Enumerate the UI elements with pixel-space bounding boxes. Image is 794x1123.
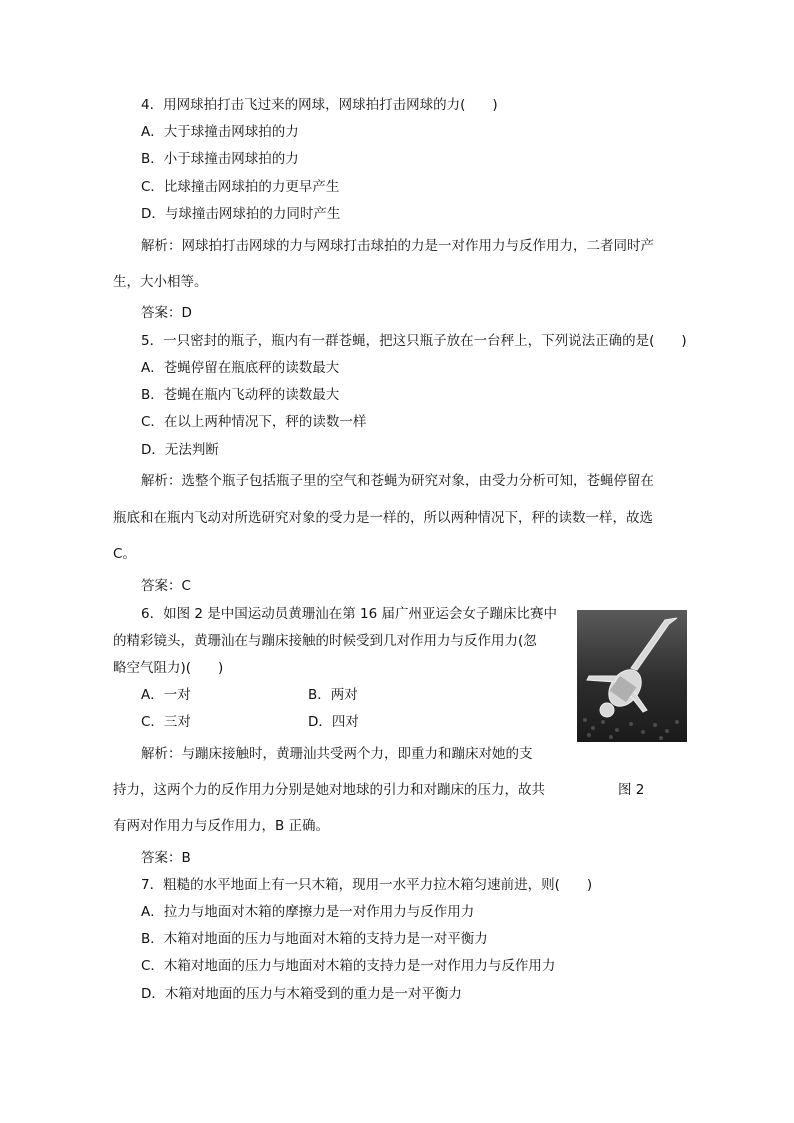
q6-option-c: C．三对	[141, 714, 191, 730]
q6-option-a: A．一对	[141, 687, 191, 703]
q5-answer: 答案：C	[141, 578, 191, 594]
q6-stem-line2: 的精彩镜头，黄珊汕在与蹦床接触的时候受到几对作用力与反作用力(忽	[113, 633, 537, 649]
q6-analysis-line2: 持力，这两个力的反作用力分别是她对地球的引力和对蹦床的压力，故共	[113, 782, 545, 798]
q6-answer: 答案：B	[141, 850, 191, 866]
q6-option-b: B．两对	[308, 687, 358, 703]
trampoline-photo	[577, 610, 687, 742]
q4-option-a: A．大于球撞击网球拍的力	[141, 124, 299, 140]
q7-option-a: A．拉力与地面对木箱的摩擦力是一对作用力与反作用力	[141, 904, 475, 920]
q5-analysis-line1: 解析：选整个瓶子包括瓶子里的空气和苍蝇为研究对象，由受力分析可知，苍蝇停留在	[141, 473, 654, 489]
q7-stem: 7．粗糙的水平地面上有一只木箱，现用一水平力拉木箱匀速前进，则( )	[141, 877, 593, 893]
q5-option-b: B．苍蝇在瓶内飞动秤的读数最大	[141, 387, 340, 403]
q5-stem: 5．一只密封的瓶子，瓶内有一群苍蝇，把这只瓶子放在一台秤上，下列说法正确的是( )	[141, 333, 687, 349]
q4-option-c: C．比球撞击网球拍的力更早产生	[141, 179, 340, 195]
q4-analysis-line2: 生，大小相等。	[113, 274, 208, 290]
q4-analysis-line1: 解析：网球拍打击网球的力与网球打击球拍的力是一对作用力与反作用力，二者同时产	[141, 238, 654, 254]
q6-option-d: D．四对	[308, 714, 359, 730]
q7-option-c: C．木箱对地面的压力与地面对木箱的支持力是一对作用力与反作用力	[141, 958, 556, 974]
q4-stem: 4．用网球拍打击飞过来的网球，网球拍打击网球的力( )	[141, 97, 498, 113]
q5-analysis-line3: C。	[113, 546, 136, 562]
q6-stem-line1: 6．如图 2 是中国运动员黄珊汕在第 16 届广州亚运会女子蹦床比赛中	[141, 606, 558, 622]
q5-option-d: D．无法判断	[141, 442, 219, 458]
q6-analysis-line3: 有两对作用力与反作用力，B 正确。	[113, 818, 330, 834]
q6-stem-line3: 略空气阻力)( )	[113, 660, 224, 676]
q7-option-d: D．木箱对地面的压力与木箱受到的重力是一对平衡力	[141, 986, 462, 1002]
q5-option-c: C．在以上两种情况下，秤的读数一样	[141, 414, 367, 430]
q6-analysis-line1: 解析：与蹦床接触时，黄珊汕共受两个力，即重力和蹦床对她的支	[141, 746, 533, 762]
q7-option-b: B．木箱对地面的压力与地面对木箱的支持力是一对平衡力	[141, 931, 488, 947]
figure-caption: 图 2	[618, 782, 645, 798]
q4-option-d: D．与球撞击网球拍的力同时产生	[141, 206, 341, 222]
q4-answer: 答案：D	[141, 305, 192, 321]
q4-option-b: B．小于球撞击网球拍的力	[141, 151, 299, 167]
q5-analysis-line2: 瓶底和在瓶内飞动对所选研究对象的受力是一样的，所以两种情况下，秤的读数一样，故选	[113, 510, 653, 526]
q5-option-a: A．苍蝇停留在瓶底秤的读数最大	[141, 360, 340, 376]
